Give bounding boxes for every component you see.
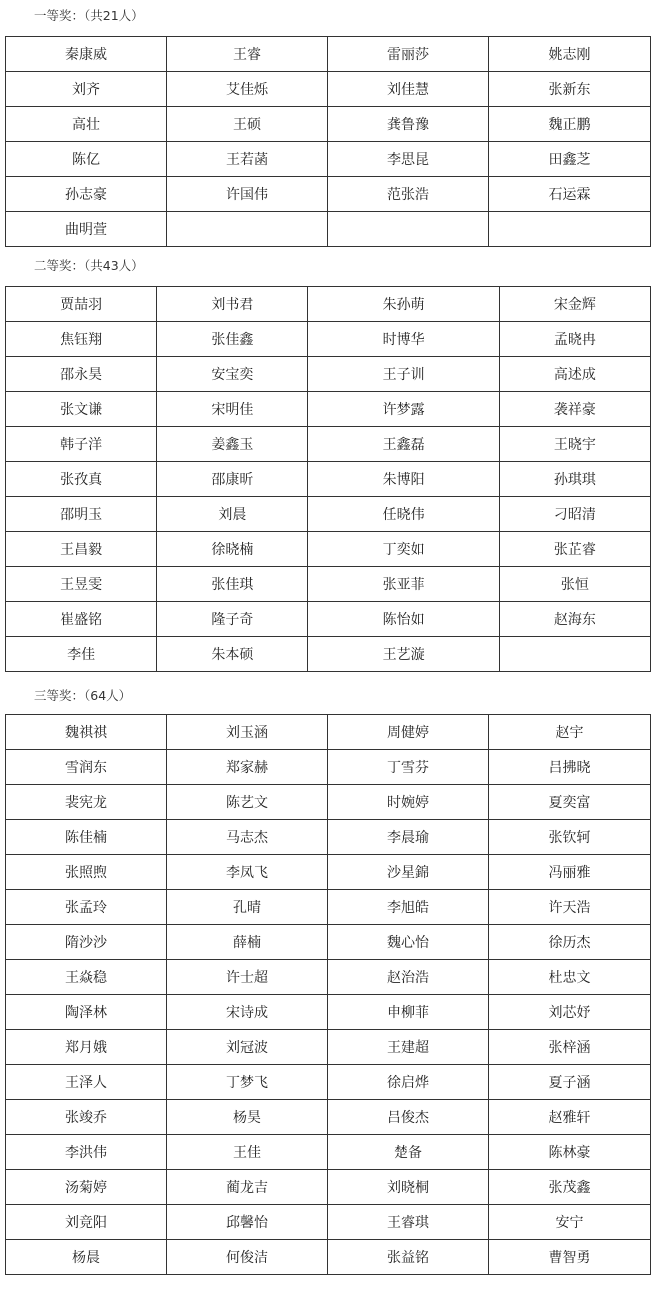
name-cell: 刘佳慧	[328, 72, 489, 107]
table-row	[6, 567, 651, 602]
table-row	[6, 1100, 651, 1135]
name-cell: 马志杰	[167, 820, 328, 855]
name-cell: 高述成	[499, 357, 650, 392]
name-cell: 张钦轲	[489, 820, 651, 855]
name-cell: 陈怡如	[308, 602, 499, 637]
name-cell: 张亚菲	[308, 567, 499, 602]
name-cell: 王艺漩	[308, 637, 499, 672]
name-cell: 蔺龙吉	[167, 1170, 328, 1205]
name-cell: 张文谦	[6, 392, 157, 427]
name-cell: 许梦露	[308, 392, 499, 427]
table-row	[6, 890, 651, 925]
name-cell: 王泽人	[6, 1065, 167, 1100]
name-cell: 郑家赫	[167, 750, 328, 785]
name-cell: 朱孙萌	[308, 287, 499, 322]
name-cell: 邵永昊	[6, 357, 157, 392]
name-cell: 申柳菲	[328, 995, 489, 1030]
table-row	[6, 602, 651, 637]
second-prize-table	[5, 286, 651, 672]
table-row	[6, 357, 651, 392]
name-cell: 王佳	[167, 1135, 328, 1170]
name-cell	[499, 637, 650, 672]
name-cell: 雪润东	[6, 750, 167, 785]
name-cell: 焦钰翔	[6, 322, 157, 357]
name-cell: 贾喆羽	[6, 287, 157, 322]
name-cell: 张益铭	[328, 1240, 489, 1275]
name-cell: 王晓宇	[499, 427, 650, 462]
name-cell: 宋明佳	[157, 392, 308, 427]
name-cell: 杨晨	[6, 1240, 167, 1275]
name-cell	[489, 212, 651, 247]
name-cell: 许士超	[167, 960, 328, 995]
name-cell: 邵明玉	[6, 497, 157, 532]
name-cell: 张孜真	[6, 462, 157, 497]
name-cell: 刘晓桐	[328, 1170, 489, 1205]
name-cell: 李佳	[6, 637, 157, 672]
name-cell: 杨昊	[167, 1100, 328, 1135]
name-cell: 许国伟	[167, 177, 328, 212]
table-row	[6, 427, 651, 462]
name-cell: 安宁	[489, 1205, 651, 1240]
name-cell: 李洪伟	[6, 1135, 167, 1170]
name-cell: 魏正鹏	[489, 107, 651, 142]
table-row	[6, 532, 651, 567]
name-cell: 魏祺祺	[6, 715, 167, 750]
name-cell: 赵雅轩	[489, 1100, 651, 1135]
name-cell: 李旭皓	[328, 890, 489, 925]
name-cell: 朱博阳	[308, 462, 499, 497]
table-row	[6, 107, 651, 142]
name-cell: 张孟玲	[6, 890, 167, 925]
table-row	[6, 212, 651, 247]
name-cell: 张新东	[489, 72, 651, 107]
name-cell: 张佳鑫	[157, 322, 308, 357]
table-row	[6, 1170, 651, 1205]
table-row	[6, 1030, 651, 1065]
name-cell: 魏心怡	[328, 925, 489, 960]
name-cell: 隋沙沙	[6, 925, 167, 960]
name-cell: 王硕	[167, 107, 328, 142]
name-cell: 田鑫芝	[489, 142, 651, 177]
name-cell: 陈林豪	[489, 1135, 651, 1170]
name-cell: 张芷睿	[499, 532, 650, 567]
name-cell: 王建超	[328, 1030, 489, 1065]
name-cell: 孙志豪	[6, 177, 167, 212]
name-cell: 孟晓冉	[499, 322, 650, 357]
name-cell: 宋金辉	[499, 287, 650, 322]
name-cell: 任晓伟	[308, 497, 499, 532]
table-row	[6, 72, 651, 107]
name-cell: 曲明萱	[6, 212, 167, 247]
name-cell: 秦康威	[6, 37, 167, 72]
name-cell: 赵宇	[489, 715, 651, 750]
name-cell: 沙星錦	[328, 855, 489, 890]
name-cell: 夏奕富	[489, 785, 651, 820]
table-row	[6, 995, 651, 1030]
name-cell: 何俊洁	[167, 1240, 328, 1275]
name-cell: 冯丽雅	[489, 855, 651, 890]
table-row	[6, 322, 651, 357]
table-row	[6, 855, 651, 890]
name-cell: 孙琪琪	[499, 462, 650, 497]
name-cell: 陈亿	[6, 142, 167, 177]
name-cell: 邵康昕	[157, 462, 308, 497]
name-cell: 许天浩	[489, 890, 651, 925]
table-row	[6, 925, 651, 960]
table-row	[6, 462, 651, 497]
table-row	[6, 497, 651, 532]
name-cell: 赵治浩	[328, 960, 489, 995]
name-cell: 陈佳楠	[6, 820, 167, 855]
name-cell: 李晨瑜	[328, 820, 489, 855]
table-row	[6, 1135, 651, 1170]
name-cell: 刘晨	[157, 497, 308, 532]
name-cell: 丁梦飞	[167, 1065, 328, 1100]
name-cell: 张梓涵	[489, 1030, 651, 1065]
name-cell: 张茂鑫	[489, 1170, 651, 1205]
name-cell: 丁雪芬	[328, 750, 489, 785]
name-cell: 王昌毅	[6, 532, 157, 567]
name-cell: 李思昆	[328, 142, 489, 177]
name-cell: 刘书君	[157, 287, 308, 322]
name-cell: 姜鑫玉	[157, 427, 308, 462]
name-cell: 刘芯妤	[489, 995, 651, 1030]
name-cell: 裴宪龙	[6, 785, 167, 820]
name-cell: 李凤飞	[167, 855, 328, 890]
name-cell: 陈艺文	[167, 785, 328, 820]
name-cell: 张照煦	[6, 855, 167, 890]
name-cell: 时博华	[308, 322, 499, 357]
name-cell: 刘冠波	[167, 1030, 328, 1065]
name-cell: 夏子涵	[489, 1065, 651, 1100]
name-cell: 姚志刚	[489, 37, 651, 72]
name-cell: 张竣乔	[6, 1100, 167, 1135]
name-cell: 丁奕如	[308, 532, 499, 567]
table-row	[6, 142, 651, 177]
table-row	[6, 37, 651, 72]
name-cell: 隆子奇	[157, 602, 308, 637]
name-cell: 朱本硕	[157, 637, 308, 672]
table-row	[6, 820, 651, 855]
name-cell: 王睿	[167, 37, 328, 72]
name-cell: 郑月娥	[6, 1030, 167, 1065]
name-cell: 王若菡	[167, 142, 328, 177]
name-cell: 艾佳烁	[167, 72, 328, 107]
name-cell: 宋诗成	[167, 995, 328, 1030]
name-cell: 范张浩	[328, 177, 489, 212]
name-cell	[167, 212, 328, 247]
name-cell: 汤菊婷	[6, 1170, 167, 1205]
name-cell: 高壮	[6, 107, 167, 142]
name-cell: 陶泽林	[6, 995, 167, 1030]
second-prize-heading: 二等奖：（共43人）	[34, 258, 144, 273]
name-cell: 张恒	[499, 567, 650, 602]
name-cell: 徐启烨	[328, 1065, 489, 1100]
name-cell: 曹智勇	[489, 1240, 651, 1275]
name-cell: 刁昭清	[499, 497, 650, 532]
table-row	[6, 177, 651, 212]
name-cell: 刘玉涵	[167, 715, 328, 750]
table-row	[6, 637, 651, 672]
table-row	[6, 1240, 651, 1275]
name-cell: 杜忠文	[489, 960, 651, 995]
name-cell: 徐晓楠	[157, 532, 308, 567]
table-row	[6, 750, 651, 785]
name-cell: 王睿琪	[328, 1205, 489, 1240]
name-cell: 刘齐	[6, 72, 167, 107]
table-row	[6, 1065, 651, 1100]
name-cell: 周健婷	[328, 715, 489, 750]
name-cell: 吕俊杰	[328, 1100, 489, 1135]
table-row	[6, 960, 651, 995]
table-row	[6, 392, 651, 427]
third-prize-heading: 三等奖：（64人）	[34, 688, 132, 703]
name-cell: 吕拂晓	[489, 750, 651, 785]
name-cell: 龚鲁豫	[328, 107, 489, 142]
name-cell: 王昱雯	[6, 567, 157, 602]
table-row	[6, 785, 651, 820]
first-prize-heading: 一等奖：（共21人）	[34, 8, 144, 23]
name-cell: 时婉婷	[328, 785, 489, 820]
name-cell: 王鑫磊	[308, 427, 499, 462]
name-cell: 徐历杰	[489, 925, 651, 960]
name-cell: 赵海东	[499, 602, 650, 637]
first-prize-table	[5, 36, 651, 247]
name-cell: 安宝奕	[157, 357, 308, 392]
table-row	[6, 1205, 651, 1240]
name-cell: 刘竞阳	[6, 1205, 167, 1240]
name-cell: 张佳琪	[157, 567, 308, 602]
name-cell: 韩子洋	[6, 427, 157, 462]
name-cell: 孔晴	[167, 890, 328, 925]
table-row	[6, 287, 651, 322]
name-cell: 雷丽莎	[328, 37, 489, 72]
table-row	[6, 715, 651, 750]
name-cell: 薛楠	[167, 925, 328, 960]
name-cell: 石运霖	[489, 177, 651, 212]
name-cell: 王焱稳	[6, 960, 167, 995]
name-cell	[328, 212, 489, 247]
third-prize-table	[5, 714, 651, 1275]
name-cell: 王子训	[308, 357, 499, 392]
name-cell: 崔盛铭	[6, 602, 157, 637]
name-cell: 邱馨怡	[167, 1205, 328, 1240]
name-cell: 袭祥豪	[499, 392, 650, 427]
name-cell: 楚备	[328, 1135, 489, 1170]
